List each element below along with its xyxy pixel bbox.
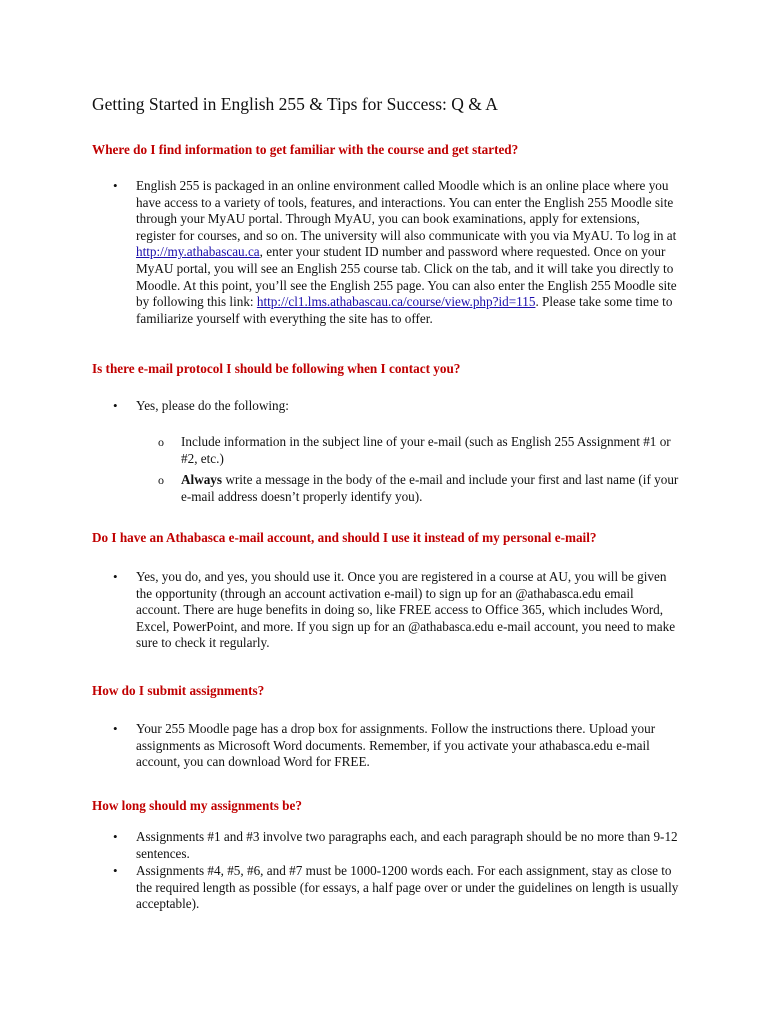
- sub-bullet-icon: o: [158, 473, 164, 487]
- sub-bullet-icon: o: [158, 435, 164, 449]
- question-course-info: Where do I find information to get familiar with the course and get started?: [92, 142, 519, 157]
- moodle-course-link[interactable]: http://cl1.lms.athabascau.ca/course/view.php?id=115: [256, 294, 536, 310]
- bullet-icon: •: [113, 863, 118, 878]
- bullet-icon: •: [113, 178, 118, 193]
- page-title: Getting Started in English 255 & Tips for Success: Q & A: [92, 94, 498, 114]
- question-athabasca-email: Do I have an Athabasca e-mail account, and should I use it instead of my personal e-mail?: [92, 530, 597, 545]
- answer-email-protocol: [113, 398, 681, 415]
- answer-text: Yes, please do the following:: [136, 398, 289, 413]
- question-submit-assignments: How do I submit assignments?: [92, 683, 265, 698]
- answer-assignment-length: [113, 829, 681, 862]
- bullet-icon: •: [113, 569, 118, 584]
- answer-text: Assignments #4, #5, #6, and #7 must be 1000-1200 words each. For each assignment, stay as close to the required length as possible (for essays, a half page over or under the guidelines on length is usually acceptable).: [136, 863, 679, 912]
- bullet-icon: •: [113, 721, 118, 736]
- bullet-icon: •: [113, 398, 118, 413]
- sub-item-text: Include information in the subject line of your e-mail (such as English 255 Assignment #1 or #2, etc.): [181, 434, 671, 466]
- sub-item: [158, 472, 681, 505]
- answer-text: Assignments #1 and #3 involve two paragraphs each, and each paragraph should be no more than 9-12 sentences.: [136, 829, 678, 861]
- emphasis-text: Always: [181, 472, 223, 487]
- answer-submit-assignments: [113, 721, 681, 771]
- bullet-icon: •: [113, 829, 118, 844]
- answer-course-info: [113, 178, 681, 327]
- myau-link[interactable]: http://my.athabascau.ca: [136, 244, 260, 260]
- answer-text: . Please take some time to familiarize yourself with everything the site has to offer.: [136, 294, 673, 326]
- answer-assignment-length: [113, 863, 681, 913]
- sub-item-text: write a message in the body of the e-mail and include your first and last name (if your e-mail address doesn’t properly identify you).: [181, 472, 679, 504]
- sub-item: [158, 434, 681, 467]
- question-assignment-length: How long should my assignments be?: [92, 798, 302, 813]
- answer-text: , enter your student ID number and password where requested. Once on your MyAU portal, you will see an English 255 course tab. Click on the tab, and it will take you directly to Moodle. At this point, you’ll see the English 255 page. You can also enter the English 255 Moodle site by following this link:: [136, 244, 677, 310]
- answer-text: Your 255 Moodle page has a drop box for assignments. Follow the instructions there. Upload your assignments as Microsoft Word documents. Remember, if you activate your athabasca.edu e-mail account, you can download Word for FREE.: [136, 721, 656, 770]
- answer-text: Yes, you do, and yes, you should use it. Once you are registered in a course at AU, you will be given the opportunity (through an account activation e-mail) to sign up for an @athabasca.edu email account. There are huge benefits in doing so, like FREE access to Office 365, which includes Word, Excel, PowerPoint, and more. If you sign up for an @athabasca.edu e-mail account, you need to make sure to check it regularly.: [136, 569, 676, 651]
- question-email-protocol: Is there e-mail protocol I should be following when I contact you?: [92, 361, 461, 376]
- answer-athabasca-email: [113, 569, 681, 652]
- answer-text: English 255 is packaged in an online environment called Moodle which is an online place where you have access to a variety of tools, features, and interactions. You can enter the English 255 Moodle site through your MyAU portal. Through MyAU, you can book examinations, apply for extensions, register for courses, and so on. The university will also communicate with you via MyAU. To log in at: [136, 178, 677, 243]
